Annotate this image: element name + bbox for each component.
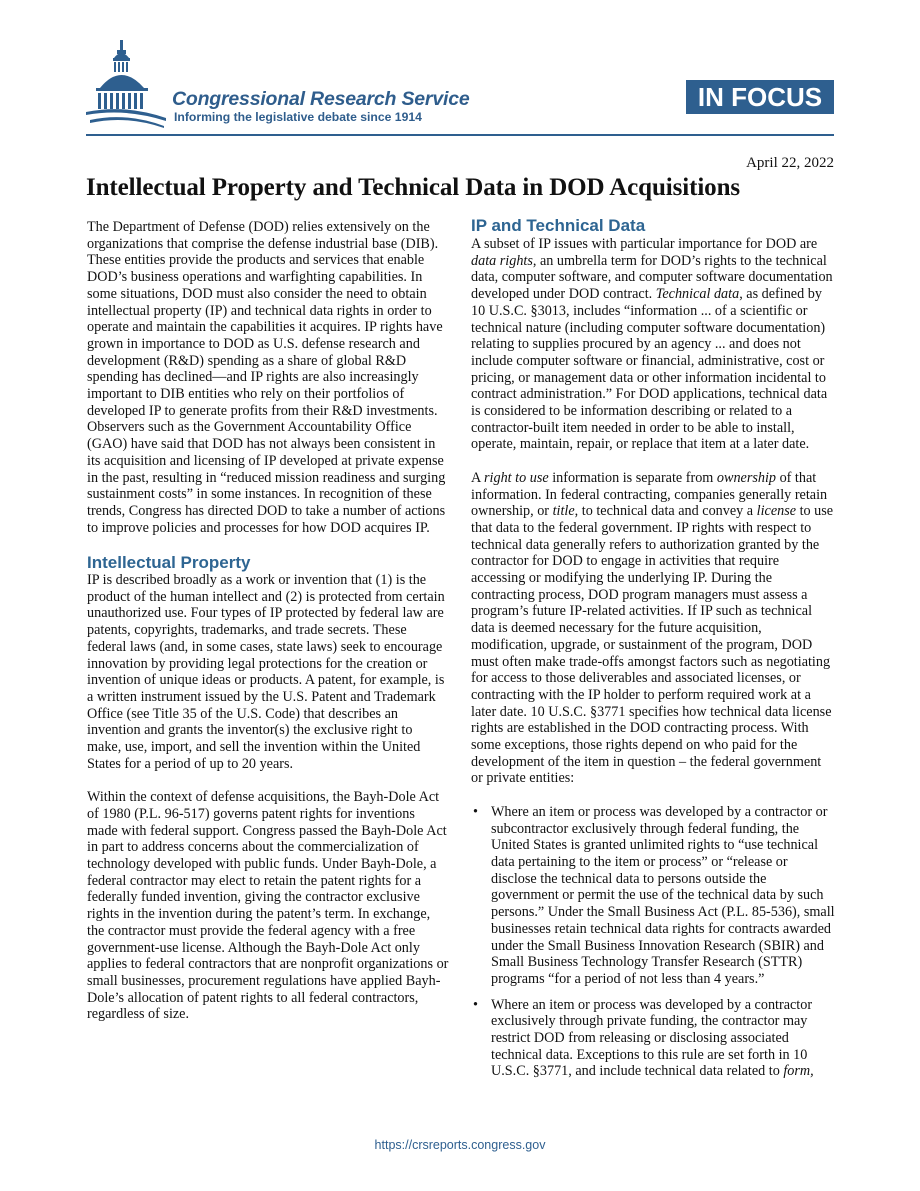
left-column bbox=[87, 219, 449, 1040]
right-column bbox=[471, 216, 835, 1089]
emphasis-ownership: ownership bbox=[716, 469, 777, 486]
emphasis-data-rights: data rights bbox=[471, 252, 533, 269]
bullet-icon: • bbox=[473, 803, 478, 820]
capitol-dome-logo bbox=[86, 38, 168, 130]
emphasis-form: form, bbox=[783, 1063, 814, 1080]
section-heading-ip-technical-data: IP and Technical Data bbox=[471, 216, 646, 235]
page-title: Intellectual Property and Technical Data in DOD Acquisitions bbox=[86, 174, 741, 201]
emphasis-title: title bbox=[552, 503, 575, 520]
right-to-use-paragraph bbox=[471, 470, 835, 787]
bullet-list bbox=[471, 804, 835, 1080]
technical-data-paragraph bbox=[471, 236, 835, 453]
ip-paragraph-1: IP is described broadly as a work or invention that (1) is the product of the human intellect and (2) is protected from certain unauthorized use. Four types of IP protected by federal law are patents, copyrights, trademarks, and trade secrets. These federal laws (and, in some cases, state laws) seek to encourage innovation by providing legal protections for the creation or invention of unique ideas or products. A patent, for example, is a written instrument issued by the U.S. Patent and Trademark Office (see Title 35 of the U.S. Code) that describes an invention and grants the inventor(s) the exclusive right to make, use, import, and sell the invention within the United States for a period of up to 20 years. bbox=[87, 572, 445, 772]
intro-paragraph: The Department of Defense (DOD) relies extensively on the organizations that comprise the defense industrial base (DIB). These entities provide the products and services that enable DOD’s business operations and warfighting capabilities. In some situations, DOD must also consider the need to obtain intellectual property (IP) and technical data rights in order to operate and maintain the capabilities it acquires. IP rights have grown in importance to DOD as U.S. defense research and development (R&D) spending as a share of global R&D spending has declined—and IP rights are also increasingly important to DIB entities who rely on their portfolios of developed IP to generate profits from their R&D investments. Observers such as the Government Accountability Office (GAO) have said that DOD has not always been consistent in its acquisition and licensing of IP developed at private expense in the past, resulting in “reduced mission readiness and surging sustainment costs” in some instances. In recognition of these trends, Congress has directed DOD to take a number of actions to improve policies and processes for how DOD acquires IP. bbox=[87, 219, 446, 536]
bullet-text: Where an item or process was developed by a contractor or subcontractor exclusively through federal funding, the United States is granted unlimited rights to “use technical data pertaining to the item or process” or “release or disclose the technical data to persons outside the government or permit the use of the technical data by such persons.” Under the Small Business Act (P.L. 85-536), small businesses retain technical data rights for contracts awarded under the Small Business Innovation Research (SBIR) and Small Business Technology Transfer Research (STTR) programs “for a period of not less than 4 years.” bbox=[491, 803, 835, 987]
emphasis-right-to-use: right to use bbox=[484, 469, 549, 486]
emphasis-license: license bbox=[756, 503, 797, 520]
list-item bbox=[471, 997, 835, 1081]
bullet-text: Where an item or process was developed by a contractor exclusively through private funding, the contractor may restrict DOD from releasing or disclosing associated technical data. Exceptions to this rule are set forth in 10 U.S.C. §3771, and include technical data related to bbox=[491, 996, 813, 1080]
ip-paragraph-2: Within the context of defense acquisitions, the Bayh-Dole Act of 1980 (P.L. 96-517) governs patent rights for inventions made with federal support. Congress passed the Bayh-Dole Act in part to address concerns about the commercialization of technology developed with public funds. Under Bayh-Dole, a federal contractor may elect to retain the patent rights for a federally funded invention, giving the contractor exclusive rights in the invention during the patent’s term. In exchange, the contractor must provide the federal agency with a free government-use license. Although the Bayh-Dole Act only applies to federal contractors that are nonprofit organizations or small businesses, procurement regulations have applied Bayh-Dole’s allocation of patent rights to all federal contractors, regardless of size. bbox=[87, 789, 449, 1023]
text-run: , to technical data and convey a bbox=[574, 503, 757, 520]
text-run: A bbox=[471, 469, 485, 486]
text-run: A subset of IP issues with particular importance for DOD are bbox=[471, 236, 818, 252]
list-item bbox=[471, 804, 835, 988]
in-focus-badge: IN FOCUS bbox=[686, 80, 834, 114]
text-run: , an umbrella term for DOD’s rights to the technical data, computer software, and computer software documentation developed under DOD contract. bbox=[471, 252, 833, 303]
bullet-icon: • bbox=[473, 996, 478, 1013]
header-divider bbox=[86, 134, 834, 136]
emphasis-technical-data: Technical data bbox=[655, 286, 740, 303]
publication-date: April 22, 2022 bbox=[746, 155, 834, 171]
text-run: , as defined by 10 U.S.C. §3013, includes “information ... of a scientific or technical nature (including computer software documentation) relating to supplies procured by an agency ... and does not include computer software or financial, administrative, cost or pricing, or management data or other information incidental to contract administration.” For DOD applications, technical data is considered to be information describing or related to a contractor-built item needed in order to be able to install, operate, maintain, repair, or replace that item at a later date. bbox=[471, 286, 828, 453]
text-run: of that information. In federal contracting, companies generally retain ownership, or bbox=[471, 469, 828, 520]
text-run: to use that data to the federal government. IP rights with respect to technical data generally refers to authorization granted by the contractor for DOD to engage in activities that require accessing or modifying the underlying IP. During the contracting process, DOD program managers must assess a program’s future IP-related activities. If IP such as technical data is deemed necessary for the future acquisition, modification, upgrade, or sustainment of the program, DOD must often make trade-offs amongst factors such as negotiating for access to those deliverables and associated licenses, or contracting with the IP holder to perform required work at a later date. 10 U.S.C. §3771 specifies how technical data license rights are established in the DOD contracting process. With some exceptions, those rights depend on who paid for the development of the item in question – the federal government or private entities: bbox=[471, 503, 834, 787]
section-heading-intellectual-property: Intellectual Property bbox=[87, 553, 251, 573]
footer-url-link[interactable]: https://crsreports.congress.gov bbox=[374, 1138, 546, 1152]
text-run: information is separate from bbox=[548, 469, 717, 486]
org-tagline: Informing the legislative debate since 1914 bbox=[174, 110, 422, 124]
org-name: Congressional Research Service bbox=[172, 88, 470, 110]
page-header bbox=[86, 38, 834, 130]
